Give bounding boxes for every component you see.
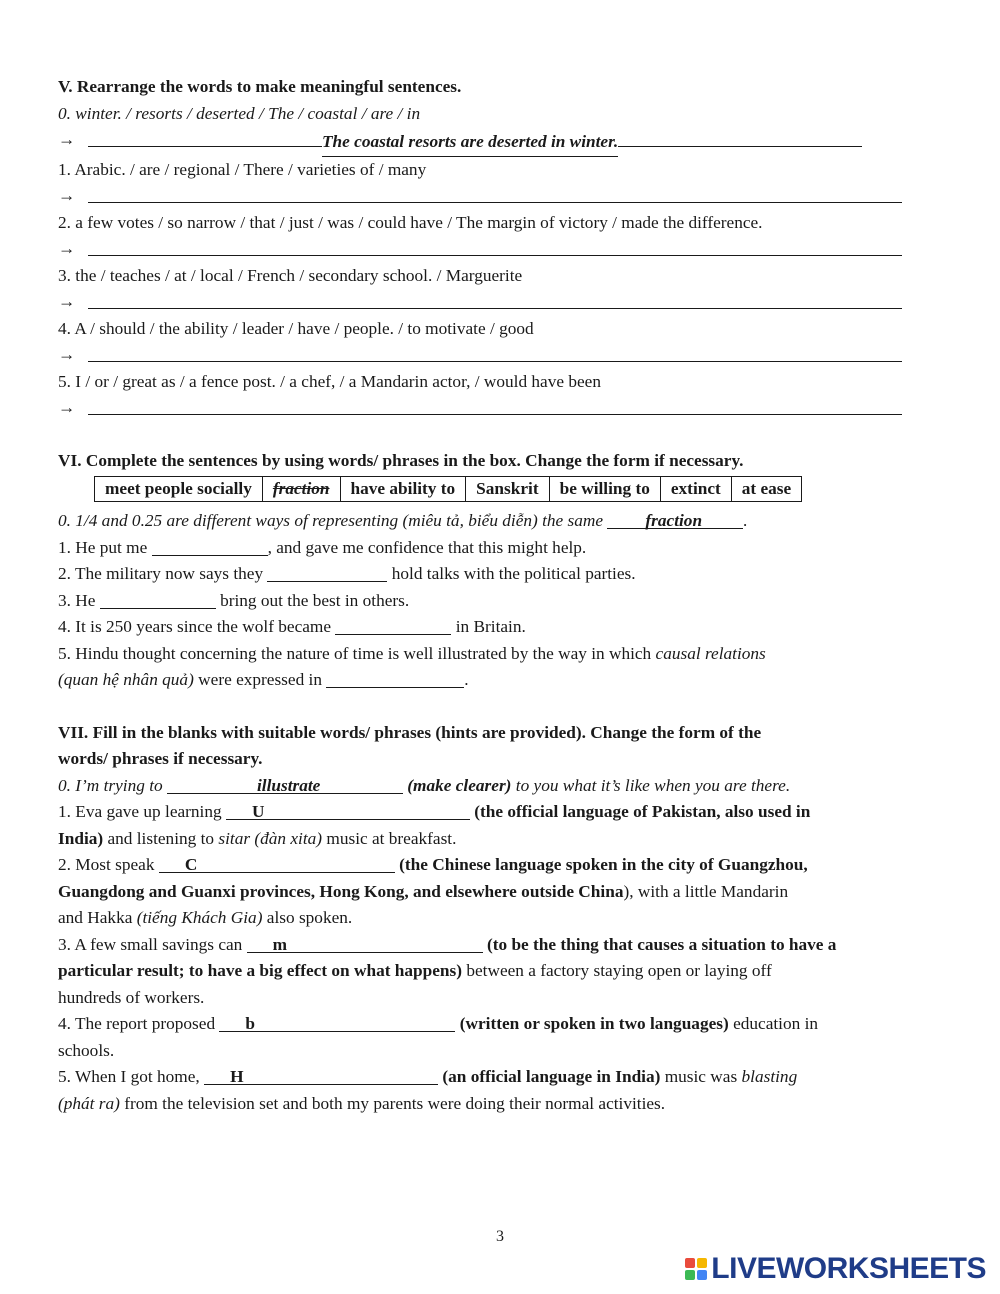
- section-7-item-1-cont: India) and listening to sitar (đàn xita) music at breakfast.: [58, 828, 457, 848]
- arrow-icon: →: [58, 398, 76, 417]
- section-5-example-answer-line: [58, 127, 918, 157]
- blank-input[interactable]: [326, 669, 464, 688]
- arrow-icon: →: [58, 239, 76, 258]
- section-5-item-1: 1. Arabic. / are / regional / There / varieties of / many: [58, 159, 427, 179]
- logo-icon: [685, 1258, 707, 1280]
- section-5-example-answer: The coastal resorts are deserted in winter.: [322, 129, 618, 157]
- section-6-example-answer: fraction: [645, 511, 703, 530]
- answer-input-2[interactable]: [88, 238, 902, 256]
- answer-row: [58, 183, 918, 210]
- word-box-item-used: fraction: [262, 477, 340, 502]
- section-7-example-answer: illustrate: [256, 775, 321, 795]
- answer-input-4[interactable]: [88, 344, 902, 362]
- blank-input[interactable]: m: [247, 934, 483, 953]
- answer-input-1[interactable]: [88, 185, 902, 203]
- section-7-item-2-cont2: and Hakka (tiếng Khách Gia) also spoken.: [58, 908, 353, 927]
- section-7-item-3-cont2: hundreds of workers.: [58, 987, 205, 1007]
- answer-input-5[interactable]: [88, 397, 902, 415]
- arrow-icon: →: [58, 130, 76, 149]
- section-7-example: 0. I’m trying to illustrate (make clearer) to you what it’s like when you are there.: [58, 773, 918, 800]
- section-6-item-5-cont: (quan hệ nhân quả) were expressed in .: [58, 670, 469, 689]
- answer-row: [58, 395, 918, 422]
- section-7-item-3: 3. A few small savings can m (to be the thing that causes a situation to have a: [58, 934, 837, 954]
- answer-row: [58, 289, 918, 316]
- word-box: [94, 476, 802, 502]
- blank-input[interactable]: [100, 590, 216, 609]
- section-6-item-4: 4. It is 250 years since the wolf became in Britain.: [58, 617, 526, 636]
- word-box-item: meet people socially: [95, 477, 263, 502]
- section-7-item-5-cont: (phát ra) from the television set and both my parents were doing their normal activities.: [58, 1093, 666, 1113]
- blank-input[interactable]: H: [204, 1066, 438, 1085]
- arrow-icon: →: [58, 186, 76, 205]
- blank-input[interactable]: C: [159, 854, 395, 873]
- answer-input-3[interactable]: [88, 291, 902, 309]
- section-5-title: V. Rearrange the words to make meaningful sentences.: [58, 77, 462, 96]
- liveworksheets-logo[interactable]: [685, 1253, 986, 1285]
- section-7-item-2: 2. Most speak C (the Chinese language spoken in the city of Guangzhou,: [58, 855, 808, 874]
- section-7-item-1: 1. Eva gave up learning U (the official language of Pakistan, also used in: [58, 802, 811, 821]
- section-7-item-3-cont: particular result; to have a big effect on what happens) between a factory staying open or laying off: [58, 961, 772, 980]
- arrow-icon: →: [58, 345, 76, 364]
- blank-input[interactable]: U: [226, 801, 470, 820]
- section-7-item-5: 5. When I got home, H (an official language in India) music was blasting: [58, 1067, 798, 1086]
- logo-text: LIVEWORKSHEETS: [711, 1252, 986, 1285]
- word-box-item: at ease: [731, 477, 801, 502]
- blank-input[interactable]: [335, 616, 451, 635]
- section-7-title-cont: words/ phrases if necessary.: [58, 749, 263, 768]
- section-6-item-5: 5. Hindu thought concerning the nature of time is well illustrated by the way in which causal relations: [58, 643, 766, 663]
- word-box-item: extinct: [660, 477, 731, 502]
- word-box-item: be willing to: [549, 477, 660, 502]
- section-7-title: VII. Fill in the blanks with suitable words/ phrases (hints are provided). Change the form of the: [58, 722, 762, 742]
- word-box-item: Sanskrit: [466, 477, 549, 502]
- blank-input[interactable]: b: [219, 1013, 455, 1032]
- section-6-item-2: 2. The military now says they hold talks with the political parties.: [58, 564, 636, 583]
- answer-row: [58, 236, 918, 263]
- section-7-item-4: 4. The report proposed b (written or spoken in two languages) education in: [58, 1014, 819, 1033]
- worksheet-page: [58, 74, 918, 1117]
- section-5-item-2: 2. a few votes / so narrow / that / just / was / could have / The margin of victory / made the difference.: [58, 212, 763, 232]
- blank-input[interactable]: [152, 537, 268, 556]
- section-6-title: VI. Complete the sentences by using words/ phrases in the box. Change the form if necessary.: [58, 450, 744, 470]
- answer-row: [58, 342, 918, 369]
- section-5-item-4: 4. A / should / the ability / leader / have / people. / to motivate / good: [58, 318, 534, 338]
- arrow-icon: →: [58, 292, 76, 311]
- word-box-item: have ability to: [340, 477, 466, 502]
- blank-input[interactable]: [267, 563, 387, 582]
- section-6-item-1: 1. He put me , and gave me confidence that this might help.: [58, 537, 587, 557]
- section-5-example-prompt: 0. winter. / resorts / deserted / The / coastal / are / in: [58, 103, 421, 123]
- section-5-item-5: 5. I / or / great as / a fence post. / a chef, / a Mandarin actor, / would have been: [58, 371, 601, 391]
- page-number: 3: [496, 1228, 504, 1245]
- section-5-item-3: 3. the / teaches / at / local / French / secondary school. / Marguerite: [58, 265, 523, 285]
- section-7-item-4-cont: schools.: [58, 1040, 115, 1060]
- section-6-item-3: 3. He bring out the best in others.: [58, 590, 410, 610]
- section-7-item-2-cont: Guangdong and Guanxi provinces, Hong Kong, and elsewhere outside China), with a little Mandarin: [58, 881, 789, 901]
- section-6-example: 0. 1/4 and 0.25 are different ways of representing (miêu tả, biểu diễn) the same fraction .: [58, 508, 918, 535]
